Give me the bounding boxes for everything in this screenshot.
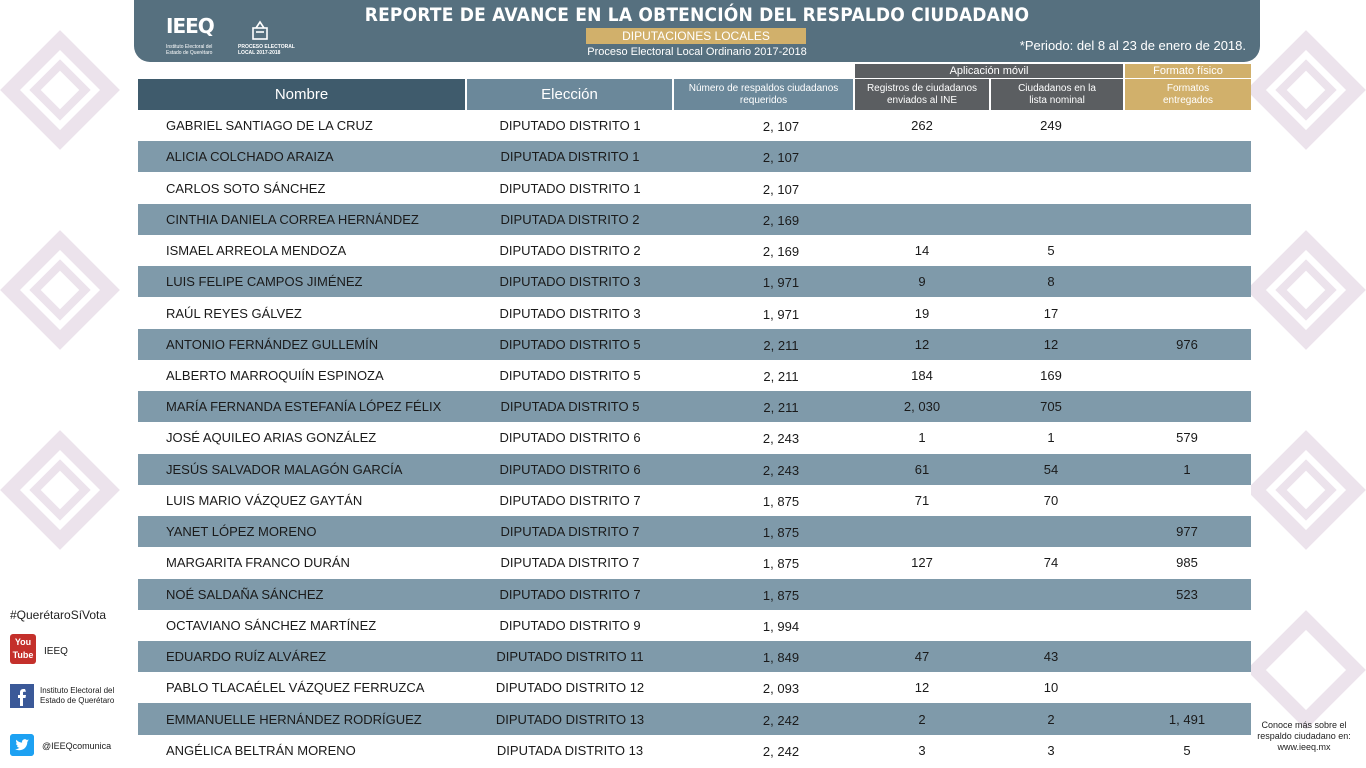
table-row bbox=[138, 235, 1251, 266]
table-body bbox=[138, 110, 1251, 766]
cell-formats bbox=[1123, 485, 1251, 516]
cell-name: RAÚL REYES GÁLVEZ bbox=[166, 305, 302, 321]
cell-required: 2, 107 bbox=[762, 150, 800, 166]
cell-formats: 523 bbox=[1176, 586, 1198, 602]
table-row bbox=[138, 329, 1251, 360]
cell-formats bbox=[1123, 641, 1251, 672]
cell-election: DIPUTADO DISTRITO 9 bbox=[499, 617, 641, 633]
footer-note: Conoce más sobre el respaldo ciudadano en: www.ieeq.mx bbox=[1257, 720, 1351, 752]
cell-election: DIPUTADO DISTRITO 1 bbox=[499, 118, 641, 134]
cell-name: CARLOS SOTO SÁNCHEZ bbox=[166, 180, 326, 196]
cell-formats bbox=[1123, 610, 1251, 641]
cell-registered: 2 bbox=[918, 711, 926, 727]
table-row bbox=[138, 641, 1251, 672]
cell-election: DIPUTADO DISTRITO 6 bbox=[499, 430, 641, 446]
logo-subtitle: Instituto Electoral del Estado de Querétaro bbox=[166, 44, 213, 56]
cell-required: 1, 971 bbox=[762, 306, 800, 322]
cell-required: 1, 875 bbox=[762, 587, 800, 603]
youtube-icon[interactable] bbox=[10, 634, 36, 664]
cell-formats bbox=[1123, 266, 1251, 297]
cell-name: ANGÉLICA BELTRÁN MORENO bbox=[166, 742, 356, 758]
cell-election: DIPUTADO DISTRITO 12 bbox=[495, 680, 645, 696]
cell-required: 2, 242 bbox=[762, 712, 800, 728]
table-row bbox=[138, 485, 1251, 516]
column-header-required: Número de respaldos ciudadanos requeridos bbox=[674, 79, 853, 110]
cell-registered bbox=[855, 516, 989, 547]
cell-name: ANTONIO FERNÁNDEZ GULLEMÍN bbox=[166, 336, 379, 352]
cell-required: 1, 875 bbox=[762, 493, 800, 509]
cell-election: DIPUTADO DISTRITO 3 bbox=[499, 305, 641, 321]
cell-name: JOSÉ AQUILEO ARIAS GONZÁLEZ bbox=[166, 430, 377, 446]
page-title: REPORTE DE AVANCE EN LA OBTENCIÓN DEL RESPALDO CIUDADANO bbox=[364, 4, 1030, 26]
cell-nominal bbox=[989, 204, 1113, 235]
table-row bbox=[138, 454, 1251, 485]
cell-required: 2, 243 bbox=[762, 462, 800, 478]
table-row bbox=[138, 297, 1251, 328]
column-header-formats: Formatos entregados bbox=[1125, 79, 1251, 110]
cell-name: LUIS MARIO VÁZQUEZ GAYTÁN bbox=[166, 492, 363, 508]
cell-required: 1, 875 bbox=[762, 525, 800, 541]
cell-nominal: 705 bbox=[1040, 399, 1062, 415]
table-row bbox=[138, 422, 1251, 453]
cell-election: DIPUTADA DISTRITO 2 bbox=[500, 211, 640, 227]
cell-nominal: 43 bbox=[1043, 649, 1059, 665]
cell-required: 2, 107 bbox=[762, 181, 800, 197]
youtube-label[interactable]: IEEQ bbox=[44, 646, 68, 657]
cell-nominal bbox=[989, 172, 1113, 203]
cell-nominal: 249 bbox=[1040, 118, 1062, 134]
cell-nominal: 5 bbox=[1047, 243, 1055, 259]
cell-formats bbox=[1123, 360, 1251, 391]
twitter-label[interactable]: @IEEQcomunica bbox=[42, 741, 112, 751]
cell-name: EMMANUELLE HERNÁNDEZ RODRÍGUEZ bbox=[166, 711, 422, 727]
cell-election: DIPUTADO DISTRITO 6 bbox=[499, 461, 641, 477]
table-row bbox=[138, 672, 1251, 703]
cell-registered bbox=[855, 141, 989, 172]
cell-name: GABRIEL SANTIAGO DE LA CRUZ bbox=[166, 118, 373, 134]
process-label: Proceso Electoral Local Ordinario 2017-2018 bbox=[587, 46, 807, 58]
cell-election: DIPUTADO DISTRITO 5 bbox=[499, 367, 641, 383]
cell-formats bbox=[1123, 110, 1251, 141]
cell-election: DIPUTADO DISTRITO 7 bbox=[499, 492, 641, 508]
cell-registered: 2, 030 bbox=[903, 399, 941, 415]
cell-election: DIPUTADA DISTRITO 13 bbox=[496, 742, 644, 758]
facebook-label[interactable]: Instituto Electoral del Estado de Querétaro bbox=[40, 686, 115, 705]
cell-formats: 976 bbox=[1176, 336, 1198, 352]
cell-registered: 1 bbox=[918, 430, 926, 446]
table-row bbox=[138, 172, 1251, 203]
cell-registered: 14 bbox=[914, 243, 930, 259]
cell-registered: 184 bbox=[911, 367, 933, 383]
table-row bbox=[138, 204, 1251, 235]
section-badge: DIPUTACIONES LOCALES bbox=[586, 28, 806, 44]
cell-required: 1, 994 bbox=[762, 618, 800, 634]
cell-election: DIPUTADO DISTRITO 11 bbox=[496, 649, 644, 665]
cell-formats: 985 bbox=[1176, 555, 1198, 571]
cell-registered bbox=[855, 204, 989, 235]
cell-election: DIPUTADO DISTRITO 7 bbox=[499, 586, 641, 602]
cell-election: DIPUTADO DISTRITO 2 bbox=[499, 243, 641, 259]
process-badge: PROCESO ELECTORAL LOCAL 2017-2018 bbox=[238, 44, 295, 56]
cell-nominal: 3 bbox=[1047, 742, 1055, 758]
cell-election: DIPUTADA DISTRITO 5 bbox=[500, 399, 640, 415]
cell-name: MARGARITA FRANCO DURÁN bbox=[166, 555, 350, 571]
youtube-badge-top: You bbox=[14, 637, 32, 647]
cell-election: DIPUTADO DISTRITO 5 bbox=[499, 336, 641, 352]
table-row bbox=[138, 610, 1251, 641]
cell-election: DIPUTADO DISTRITO 13 bbox=[495, 711, 645, 727]
cell-nominal: 17 bbox=[1043, 305, 1059, 321]
cell-formats bbox=[1123, 172, 1251, 203]
cell-required: 1, 849 bbox=[762, 650, 800, 666]
cell-nominal bbox=[989, 579, 1113, 610]
cell-formats: 977 bbox=[1176, 524, 1198, 540]
cell-registered: 127 bbox=[911, 555, 933, 571]
cell-registered bbox=[855, 610, 989, 641]
cell-required: 2, 243 bbox=[762, 431, 800, 447]
header-banner bbox=[134, 0, 1260, 62]
cell-name: PABLO TLACAÉLEL VÁZQUEZ FERRUZCA bbox=[166, 680, 425, 696]
cell-name: ISMAEL ARREOLA MENDOZA bbox=[166, 243, 347, 259]
cell-nominal: 54 bbox=[1043, 461, 1059, 477]
cell-required: 2, 242 bbox=[762, 743, 800, 759]
cell-required: 2, 169 bbox=[762, 244, 800, 260]
cell-name: OCTAVIANO SÁNCHEZ MARTÍNEZ bbox=[166, 617, 377, 633]
cell-nominal bbox=[989, 141, 1113, 172]
cell-name: LUIS FELIPE CAMPOS JIMÉNEZ bbox=[166, 274, 363, 290]
column-header-name: Nombre bbox=[138, 79, 465, 110]
table-row bbox=[138, 110, 1251, 141]
column-header-nominal: Ciudadanos en la lista nominal bbox=[991, 79, 1123, 110]
table-row bbox=[138, 516, 1251, 547]
table-row bbox=[138, 360, 1251, 391]
cell-registered: 12 bbox=[914, 680, 930, 696]
cell-registered: 3 bbox=[918, 742, 926, 758]
cell-name: JESÚS SALVADOR MALAGÓN GARCÍA bbox=[166, 461, 403, 477]
cell-nominal bbox=[989, 610, 1113, 641]
cell-election: DIPUTADA DISTRITO 7 bbox=[500, 555, 640, 571]
table-row bbox=[138, 579, 1251, 610]
column-header-election: Elección bbox=[467, 79, 672, 110]
table-row bbox=[138, 735, 1251, 766]
cell-name: EDUARDO RUÍZ ALVÁREZ bbox=[166, 649, 327, 665]
cell-formats bbox=[1123, 672, 1251, 703]
cell-required: 2, 211 bbox=[763, 368, 799, 384]
cell-registered: 71 bbox=[914, 492, 930, 508]
cell-formats: 579 bbox=[1176, 430, 1198, 446]
logo-text: IEEQ bbox=[166, 14, 214, 38]
hashtag: #QuerétaroSíVota bbox=[10, 608, 107, 622]
cell-registered: 262 bbox=[911, 118, 933, 134]
cell-registered bbox=[855, 579, 989, 610]
cell-name: MARÍA FERNANDA ESTEFANÍA LÓPEZ FÉLIX bbox=[166, 399, 442, 415]
group-header-physical: Formato físico bbox=[1125, 64, 1251, 78]
cell-required: 2, 107 bbox=[762, 119, 800, 135]
table-row bbox=[138, 141, 1251, 172]
table-row bbox=[138, 703, 1251, 734]
cell-election: DIPUTADA DISTRITO 1 bbox=[500, 149, 640, 165]
table-row bbox=[138, 391, 1251, 422]
cell-nominal: 2 bbox=[1047, 711, 1055, 727]
cell-required: 1, 971 bbox=[762, 275, 800, 291]
youtube-badge-bottom: Tube bbox=[12, 650, 34, 660]
cell-name: YANET LÓPEZ MORENO bbox=[166, 524, 317, 540]
cell-nominal: 8 bbox=[1047, 274, 1055, 290]
cell-election: DIPUTADO DISTRITO 1 bbox=[499, 180, 641, 196]
cell-election: DIPUTADA DISTRITO 7 bbox=[500, 524, 640, 540]
period-label: *Periodo: del 8 al 23 de enero de 2018. bbox=[1019, 38, 1246, 53]
cell-formats: 5 bbox=[1183, 742, 1191, 758]
cell-name: ALBERTO MARROQUIÍN ESPINOZA bbox=[166, 367, 384, 383]
cell-nominal: 1 bbox=[1047, 430, 1055, 446]
cell-nominal: 12 bbox=[1043, 336, 1059, 352]
table-row bbox=[138, 266, 1251, 297]
cell-name: NOÉ SALDAÑA SÁNCHEZ bbox=[166, 586, 324, 602]
cell-nominal: 10 bbox=[1043, 680, 1059, 696]
cell-required: 2, 211 bbox=[763, 337, 799, 353]
cell-formats bbox=[1123, 235, 1251, 266]
cell-required: 2, 093 bbox=[762, 681, 800, 697]
cell-registered: 9 bbox=[918, 274, 926, 290]
cell-formats bbox=[1123, 391, 1251, 422]
cell-registered: 19 bbox=[914, 305, 930, 321]
facebook-icon[interactable] bbox=[10, 684, 34, 708]
cell-formats: 1 bbox=[1183, 461, 1191, 477]
cell-nominal: 70 bbox=[1043, 492, 1059, 508]
cell-registered: 61 bbox=[914, 461, 930, 477]
cell-name: CINTHIA DANIELA CORREA HERNÁNDEZ bbox=[166, 211, 419, 227]
cell-election: DIPUTADO DISTRITO 3 bbox=[499, 274, 641, 290]
cell-required: 2, 211 bbox=[763, 400, 799, 416]
cell-registered: 47 bbox=[914, 649, 930, 665]
cell-registered: 12 bbox=[914, 336, 930, 352]
cell-nominal: 74 bbox=[1043, 555, 1059, 571]
cell-formats bbox=[1123, 297, 1251, 328]
column-header-registered: Registros de ciudadanos enviados al INE bbox=[855, 79, 989, 110]
cell-required: 2, 169 bbox=[762, 212, 800, 228]
table-row bbox=[138, 547, 1251, 578]
cell-nominal bbox=[989, 516, 1113, 547]
cell-required: 1, 875 bbox=[762, 556, 800, 572]
cell-name: ALICIA COLCHADO ARAIZA bbox=[166, 149, 334, 165]
cell-formats bbox=[1123, 141, 1251, 172]
cell-formats: 1, 491 bbox=[1168, 711, 1206, 727]
cell-registered bbox=[855, 172, 989, 203]
twitter-icon[interactable] bbox=[10, 734, 34, 756]
cell-nominal: 169 bbox=[1040, 367, 1062, 383]
group-header-app: Aplicación móvil bbox=[855, 64, 1123, 78]
cell-formats bbox=[1123, 204, 1251, 235]
